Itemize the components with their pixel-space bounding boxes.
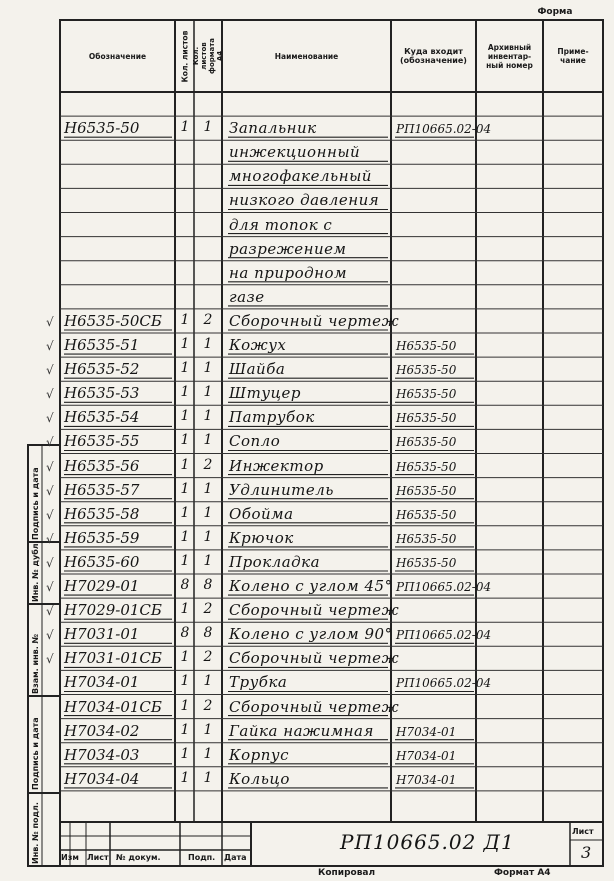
table-row <box>0 478 614 502</box>
stamp-izm: Изм <box>61 853 79 862</box>
name-cell: Шайба <box>229 360 286 379</box>
stamp-sheet-label: Лист <box>572 827 594 836</box>
check-mark: √ <box>46 628 54 643</box>
a4-sheets-cell: 1 <box>203 119 213 136</box>
used-in-cell: Н7034-01 <box>396 748 457 763</box>
a4-sheets-cell: 1 <box>203 528 213 545</box>
sheets-cell: 8 <box>180 577 190 593</box>
designation-cell: Н6535-56 <box>64 456 140 475</box>
designation-cell: Н6535-55 <box>64 432 140 451</box>
sheets-cell: 1 <box>180 360 190 377</box>
sheets-cell: 1 <box>180 336 190 352</box>
name-cell: Штуцер <box>229 384 301 403</box>
name-cell: на природном <box>229 263 348 282</box>
check-mark: √ <box>46 435 54 450</box>
margin-label-signature-date-2: Подпись и дата <box>31 467 40 540</box>
name-cell: разрежением <box>229 239 347 258</box>
designation-cell: Н6535-51 <box>64 336 140 354</box>
table-row <box>0 333 614 357</box>
designation-cell: Н7031-01СБ <box>64 649 162 668</box>
a4-sheets-cell: 1 <box>203 432 213 449</box>
table-row <box>0 381 614 405</box>
name-cell: многофакельный <box>229 167 372 186</box>
name-cell: Сопло <box>229 432 281 451</box>
designation-cell: Н6535-57 <box>64 480 140 499</box>
designation-cell: Н6535-60 <box>64 552 140 571</box>
designation-cell: Н6535-53 <box>64 384 140 403</box>
name-cell: Инжектор <box>229 456 324 475</box>
sheets-cell: 1 <box>180 408 190 425</box>
a4-sheets-cell: 1 <box>203 384 213 401</box>
sheets-cell: 1 <box>180 601 190 618</box>
used-in-cell: Н6535-50 <box>396 387 457 402</box>
table-row <box>0 405 614 429</box>
name-cell: Прокладка <box>229 552 321 571</box>
table-row <box>0 285 614 309</box>
margin-label-signature-date-1: Подпись и дата <box>31 717 40 790</box>
header-sheet-count: Кол. листов <box>180 30 189 82</box>
sheets-cell: 1 <box>180 384 190 401</box>
table-row <box>0 164 614 188</box>
footer-format: Формат А4 <box>494 868 551 878</box>
designation-cell: Н7034-02 <box>64 721 140 740</box>
name-cell: для топок с <box>229 215 333 234</box>
name-cell: низкого давления <box>229 191 380 210</box>
used-in-cell: Н7034-01 <box>396 772 457 787</box>
table-row <box>0 646 614 670</box>
used-in-cell: Н6535-50 <box>396 531 457 546</box>
table-row <box>0 237 614 261</box>
margin-label-inv-duplicate: Инв. № дубл. <box>31 540 40 602</box>
designation-cell: Н6535-59 <box>64 528 140 547</box>
sheets-cell: 1 <box>180 480 190 497</box>
table-row <box>0 550 614 574</box>
check-mark: √ <box>46 507 54 522</box>
used-in-cell: РП10665.02-04 <box>396 628 492 643</box>
table-row <box>0 213 614 237</box>
used-in-cell: Н6535-50 <box>396 555 457 570</box>
table-row <box>0 695 614 719</box>
used-in-cell: Н6535-50 <box>396 411 457 426</box>
header-archive-no: Архивный инвентар- ный номер <box>486 42 533 70</box>
a4-sheets-cell: 1 <box>203 360 213 377</box>
table-row <box>0 188 614 212</box>
designation-cell: Н6535-52 <box>64 360 140 379</box>
margin-label-inv-original: Инв. № подл. <box>31 802 40 864</box>
table-row <box>0 719 614 743</box>
designation-cell: Н7034-01СБ <box>64 697 162 716</box>
designation-cell: Н7031-01 <box>64 625 140 644</box>
sheets-cell: 1 <box>180 504 190 521</box>
name-cell: Колено с углом 90° <box>229 625 393 644</box>
sheets-cell: 1 <box>180 769 190 786</box>
name-cell: инжекционный <box>229 143 361 162</box>
check-mark: √ <box>46 363 54 378</box>
designation-cell: Н6535-58 <box>64 504 140 523</box>
name-cell: газе <box>229 287 265 306</box>
header-used-in: Куда входит (обозначение) <box>400 47 467 65</box>
a4-sheets-cell: 1 <box>203 408 213 425</box>
used-in-cell: Н6535-50 <box>396 363 457 378</box>
table-row <box>0 767 614 791</box>
name-cell: Сборочный чертеж <box>229 601 400 620</box>
a4-sheets-cell: 2 <box>203 311 213 328</box>
sheets-cell: 1 <box>180 745 190 762</box>
a4-sheets-cell: 1 <box>203 745 213 762</box>
sheets-cell: 1 <box>180 432 190 449</box>
table-row <box>0 429 614 453</box>
designation-cell: Н6535-50СБ <box>64 311 162 330</box>
table-row <box>0 92 614 116</box>
designation-cell: Н7029-01 <box>64 577 140 595</box>
a4-sheets-cell: 1 <box>203 480 213 497</box>
stamp-signature: Подп. <box>188 853 216 862</box>
check-mark: √ <box>46 555 54 570</box>
check-mark: √ <box>46 411 54 426</box>
check-mark: √ <box>46 531 54 546</box>
name-cell: Корпус <box>229 745 290 764</box>
table-row <box>0 116 614 140</box>
table-row <box>0 261 614 285</box>
sheets-cell: 1 <box>180 697 190 714</box>
check-mark: √ <box>46 604 54 619</box>
name-cell: Запальник <box>229 119 317 138</box>
used-in-cell: РП10665.02-04 <box>396 676 492 691</box>
check-mark: √ <box>46 314 54 329</box>
check-mark: √ <box>46 339 54 353</box>
name-cell: Сборочный чертеж <box>229 311 400 330</box>
used-in-cell: Н6535-50 <box>396 459 457 474</box>
form-label: Форма <box>537 7 573 17</box>
table-row <box>0 598 614 622</box>
sheets-cell: 1 <box>180 673 190 690</box>
stamp-doc-no: № докум. <box>116 853 161 862</box>
table-row <box>0 357 614 381</box>
designation-cell: Н6535-50 <box>64 119 140 138</box>
sheets-cell: 1 <box>180 119 190 136</box>
check-mark: √ <box>46 483 54 498</box>
sheets-cell: 8 <box>180 625 190 642</box>
check-mark: √ <box>46 580 54 594</box>
a4-sheets-cell: 1 <box>203 336 213 352</box>
table-row <box>0 502 614 526</box>
footer-copied: Копировал <box>318 868 376 878</box>
used-in-cell: Н7034-01 <box>396 724 457 739</box>
a4-sheets-cell: 8 <box>203 577 213 593</box>
a4-sheets-cell: 1 <box>203 552 213 569</box>
designation-cell: Н7034-03 <box>64 745 140 764</box>
name-cell: Удлинитель <box>229 480 334 499</box>
designation-cell: Н6535-54 <box>64 408 140 427</box>
table-row <box>0 140 614 164</box>
a4-sheets-cell: 1 <box>203 673 213 690</box>
sheets-cell: 1 <box>180 528 190 545</box>
check-mark: √ <box>46 652 54 667</box>
header-note: Приме- чание <box>557 47 589 65</box>
table-row <box>0 454 614 478</box>
stamp-sheet-number: 3 <box>581 843 592 862</box>
name-cell: Обойма <box>229 504 294 523</box>
used-in-cell: Н6535-50 <box>396 339 457 353</box>
stamp-date: Дата <box>224 853 247 862</box>
used-in-cell: РП10665.02-04 <box>396 122 492 137</box>
designation-cell: Н7034-04 <box>64 769 140 788</box>
a4-sheets-cell: 1 <box>203 504 213 521</box>
name-cell: Кольцо <box>229 769 290 788</box>
name-cell: Кожух <box>229 336 287 354</box>
a4-sheets-cell: 2 <box>203 456 213 473</box>
used-in-cell: РП10665.02-04 <box>396 580 492 594</box>
a4-sheets-cell: 2 <box>203 601 213 618</box>
used-in-cell: Н6535-50 <box>396 435 457 450</box>
a4-sheets-cell: 2 <box>203 649 213 666</box>
name-cell: Сборочный чертеж <box>229 649 400 668</box>
table-row <box>0 743 614 767</box>
header-a4-count: Кол. листов формата А4 <box>192 38 224 74</box>
sheets-cell: 1 <box>180 311 190 328</box>
sheets-cell: 1 <box>180 552 190 569</box>
sheets-cell: 1 <box>180 456 190 473</box>
table-row <box>0 574 614 598</box>
sheets-cell: 1 <box>180 721 190 738</box>
name-cell: Патрубок <box>229 408 315 427</box>
used-in-cell: Н6535-50 <box>396 483 457 498</box>
header-designation: Обозначение <box>88 51 147 61</box>
a4-sheets-cell: 2 <box>203 697 213 714</box>
table-row <box>0 622 614 646</box>
name-cell: Крючок <box>229 528 294 547</box>
name-cell: Сборочный чертеж <box>229 697 400 716</box>
name-cell: Колено с углом 45° <box>229 577 393 595</box>
table-row <box>0 526 614 550</box>
designation-cell: Н7029-01СБ <box>64 601 162 620</box>
table-row <box>0 309 614 333</box>
a4-sheets-cell: 8 <box>203 625 213 642</box>
stamp-list: Лист <box>87 853 109 862</box>
check-mark: √ <box>46 387 54 402</box>
designation-cell: Н7034-01 <box>64 673 140 692</box>
sheets-cell: 1 <box>180 649 190 666</box>
check-mark: √ <box>46 459 54 474</box>
margin-label-replaced-inv: Взам. инв. № <box>31 633 40 694</box>
a4-sheets-cell: 1 <box>203 721 213 738</box>
name-cell: Гайка нажимная <box>229 721 374 740</box>
used-in-cell: Н6535-50 <box>396 507 457 522</box>
name-cell: Трубка <box>229 673 288 692</box>
a4-sheets-cell: 1 <box>203 769 213 786</box>
document-code: РП10665.02 Д1 <box>340 830 515 854</box>
header-name: Наименование <box>274 51 339 61</box>
table-row <box>0 670 614 694</box>
